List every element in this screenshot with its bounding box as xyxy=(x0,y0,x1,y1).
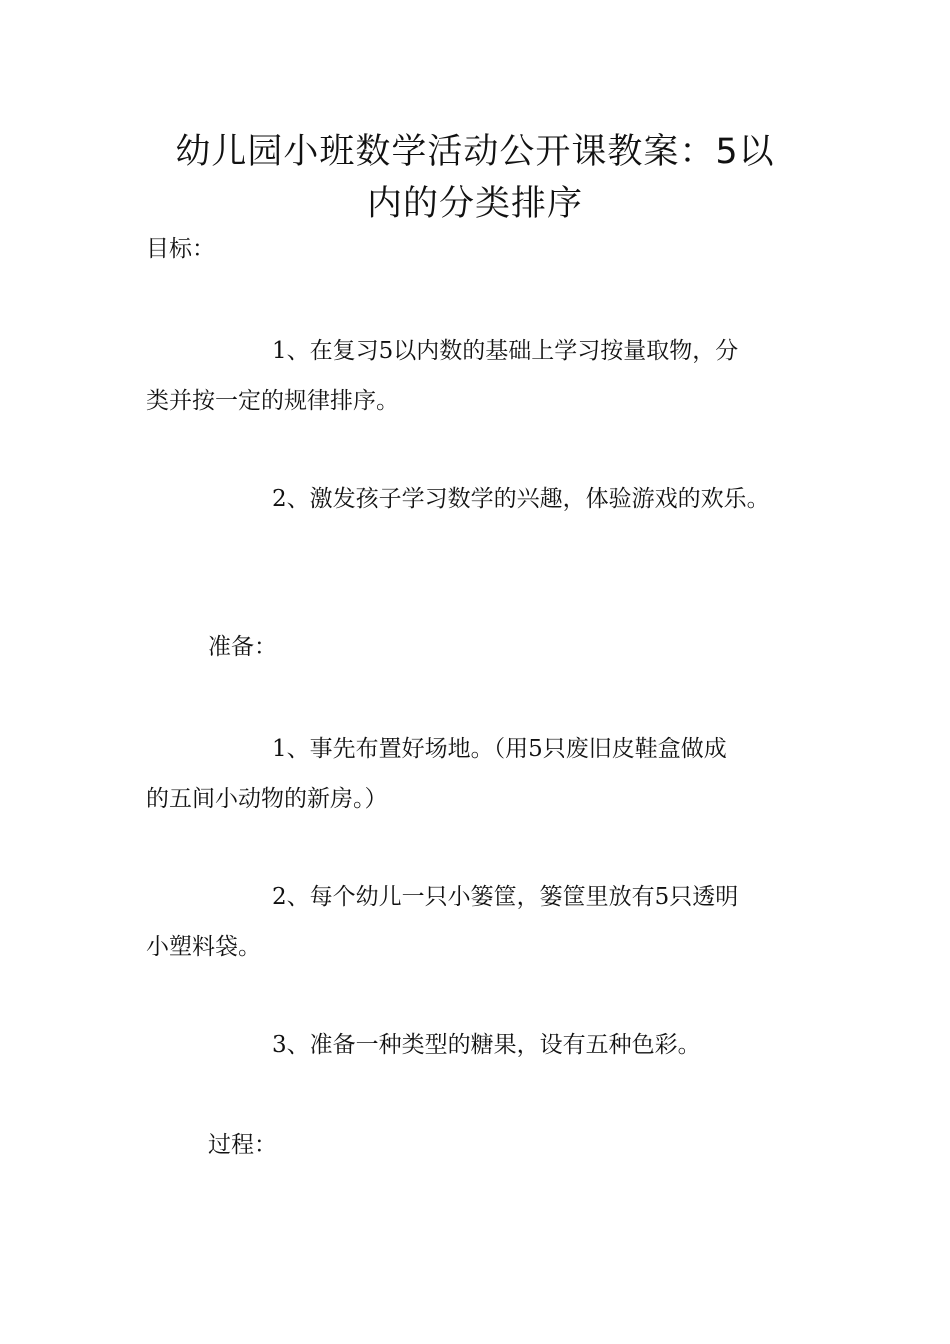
prep-1-line-2: 的五间小动物的新房。） xyxy=(146,786,388,812)
prep-2-line-2: 小塑料袋。 xyxy=(146,934,261,960)
title-line-2: 内的分类排序 xyxy=(366,184,583,224)
goal-heading: 目标： xyxy=(146,236,215,262)
goal-2: 2、激发孩子学习数学的兴趣，体验游戏的欢乐。 xyxy=(272,486,770,512)
goal-1-line-2: 类并按一定的规律排序。 xyxy=(146,388,399,414)
goal-1-line-1: 1、在复习5以内数的基础上学习按量取物，分 xyxy=(272,338,739,364)
prep-2-line-1: 2、每个幼儿一只小篓筐，篓筐里放有5只透明 xyxy=(272,884,739,910)
title-line-1: 幼儿园小班数学活动公开课教案：5以 xyxy=(175,132,775,172)
prep-1-line-1: 1、事先布置好场地。（用5只废旧皮鞋盒做成 xyxy=(272,736,727,762)
prep-3: 3、准备一种类型的糖果，设有五种色彩。 xyxy=(272,1032,701,1058)
document-title xyxy=(120,126,830,230)
process-heading: 过程： xyxy=(208,1132,277,1158)
prep-heading: 准备： xyxy=(208,634,277,660)
